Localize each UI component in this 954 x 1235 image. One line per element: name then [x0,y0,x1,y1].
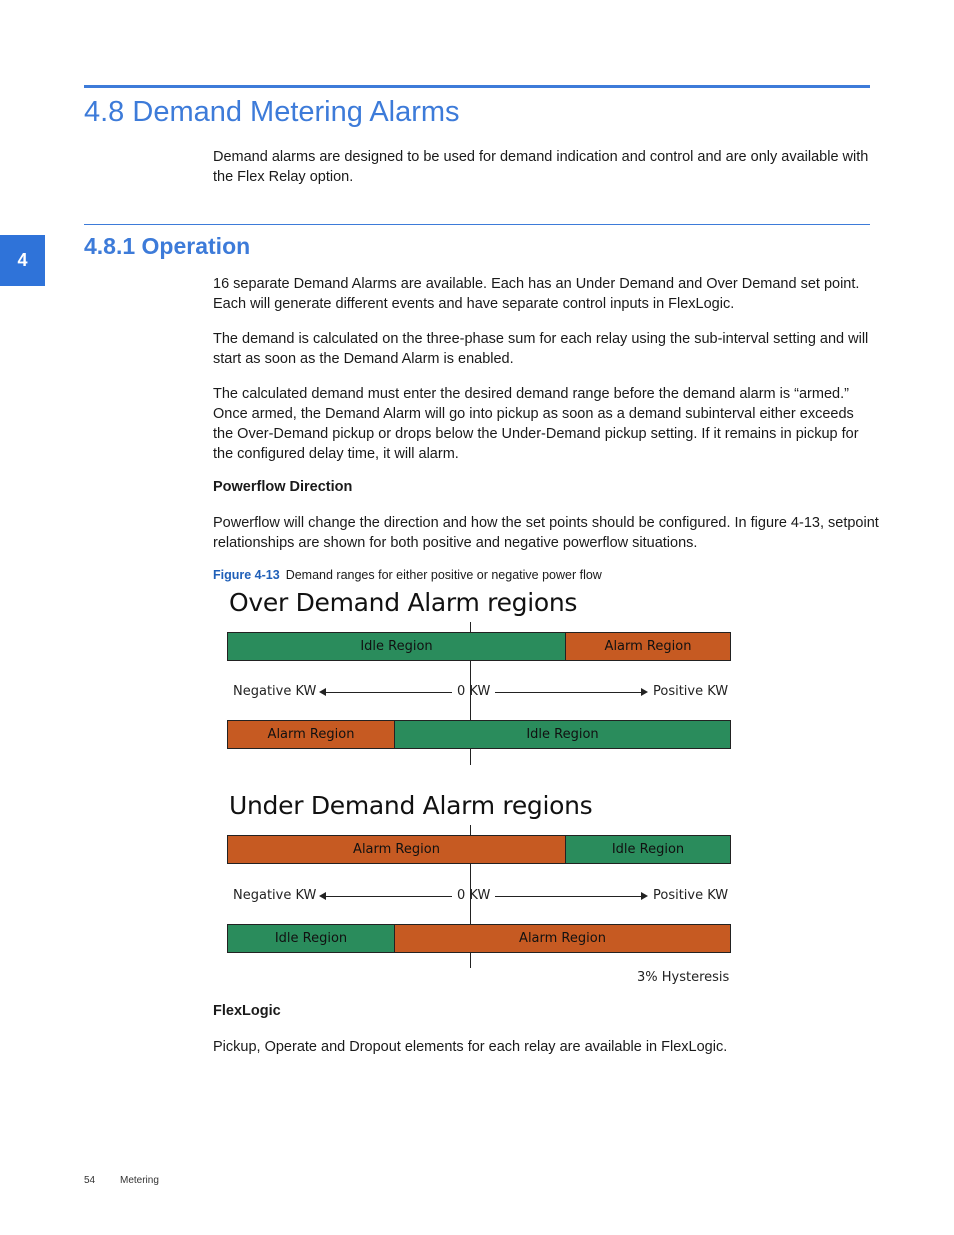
flexlogic-paragraph: Pickup, Operate and Dropout elements for each relay are available in FlexLogic. [213,1039,728,1055]
under-positive-bar [227,835,731,864]
right-arrow-icon [641,892,648,900]
figure-caption-text: Demand ranges for either positive or negative power flow [285,568,602,582]
section-intro: Demand alarms are designed to be used for demand indication and control and are only available with the Flex Relay option. [213,149,869,185]
under-bottom-idle-region: Idle Region [228,925,394,952]
under-axis-zero: 0 KW [457,888,491,903]
over-axis-line-right [495,692,641,693]
operation-paragraph-2: The demand is calculated on the three-phase sum for each relay using the sub-interval setting and will start as soon as the Demand Alarm is enabled. [213,331,869,367]
operation-paragraph-3: The calculated demand must enter the desired demand range before the demand alarm is “armed.” Once armed, the Demand Alarm will go into pickup as soon as a demand subinterval either exceeds the Over-Demand pickup or drops below the Under-Demand pickup setting. If it remains in pickup for the configured delay time, it will alarm. [213,386,859,462]
subsection-title: 4.8.1 Operation [84,233,251,259]
under-top-idle-region: Idle Region [565,836,730,863]
over-top-alarm-region: Alarm Region [565,633,730,660]
over-negative-bar [227,720,731,749]
figure-caption [213,568,602,582]
over-axis-zero: 0 KW [457,684,491,699]
under-bottom-alarm-region: Alarm Region [394,925,730,952]
figure-number: Figure 4-13 [213,568,280,582]
under-demand-title: Under Demand Alarm regions [229,791,593,820]
chapter-tab: 4 [0,235,45,286]
hysteresis-note: 3% Hysteresis [637,970,730,985]
flexlogic-heading: FlexLogic [213,1003,281,1019]
page-number: 54 [84,1175,96,1186]
under-axis-positive: Positive KW [653,888,729,903]
under-negative-bar [227,924,731,953]
section-top-rule [84,85,870,88]
over-positive-bar [227,632,731,661]
under-top-alarm-region: Alarm Region [228,836,565,863]
over-axis-positive: Positive KW [653,684,729,699]
powerflow-heading: Powerflow Direction [213,479,353,495]
over-bottom-idle-region: Idle Region [394,721,730,748]
section-title: 4.8 Demand Metering Alarms [84,96,460,128]
operation-paragraph-1: 16 separate Demand Alarms are available. Each has an Under Demand and Over Demand set point. Each will generate different events and have separate control inputs in FlexLogic. [213,276,860,312]
over-top-idle-region: Idle Region [228,633,565,660]
right-arrow-icon [641,688,648,696]
over-axis-line-left [325,692,452,693]
footer-chapter: Metering [120,1175,159,1186]
under-axis-negative: Negative KW [233,888,317,903]
under-axis-line-left [325,896,452,897]
powerflow-paragraph: Powerflow will change the direction and how the set points should be configured. In figure 4-13, setpoint relationships are shown for both positive and negative powerflow situations. [213,515,879,551]
over-bottom-alarm-region: Alarm Region [228,721,394,748]
over-demand-title: Over Demand Alarm regions [229,588,578,617]
subsection-rule [84,224,870,225]
over-axis-negative: Negative KW [233,684,317,699]
under-axis-line-right [495,896,641,897]
